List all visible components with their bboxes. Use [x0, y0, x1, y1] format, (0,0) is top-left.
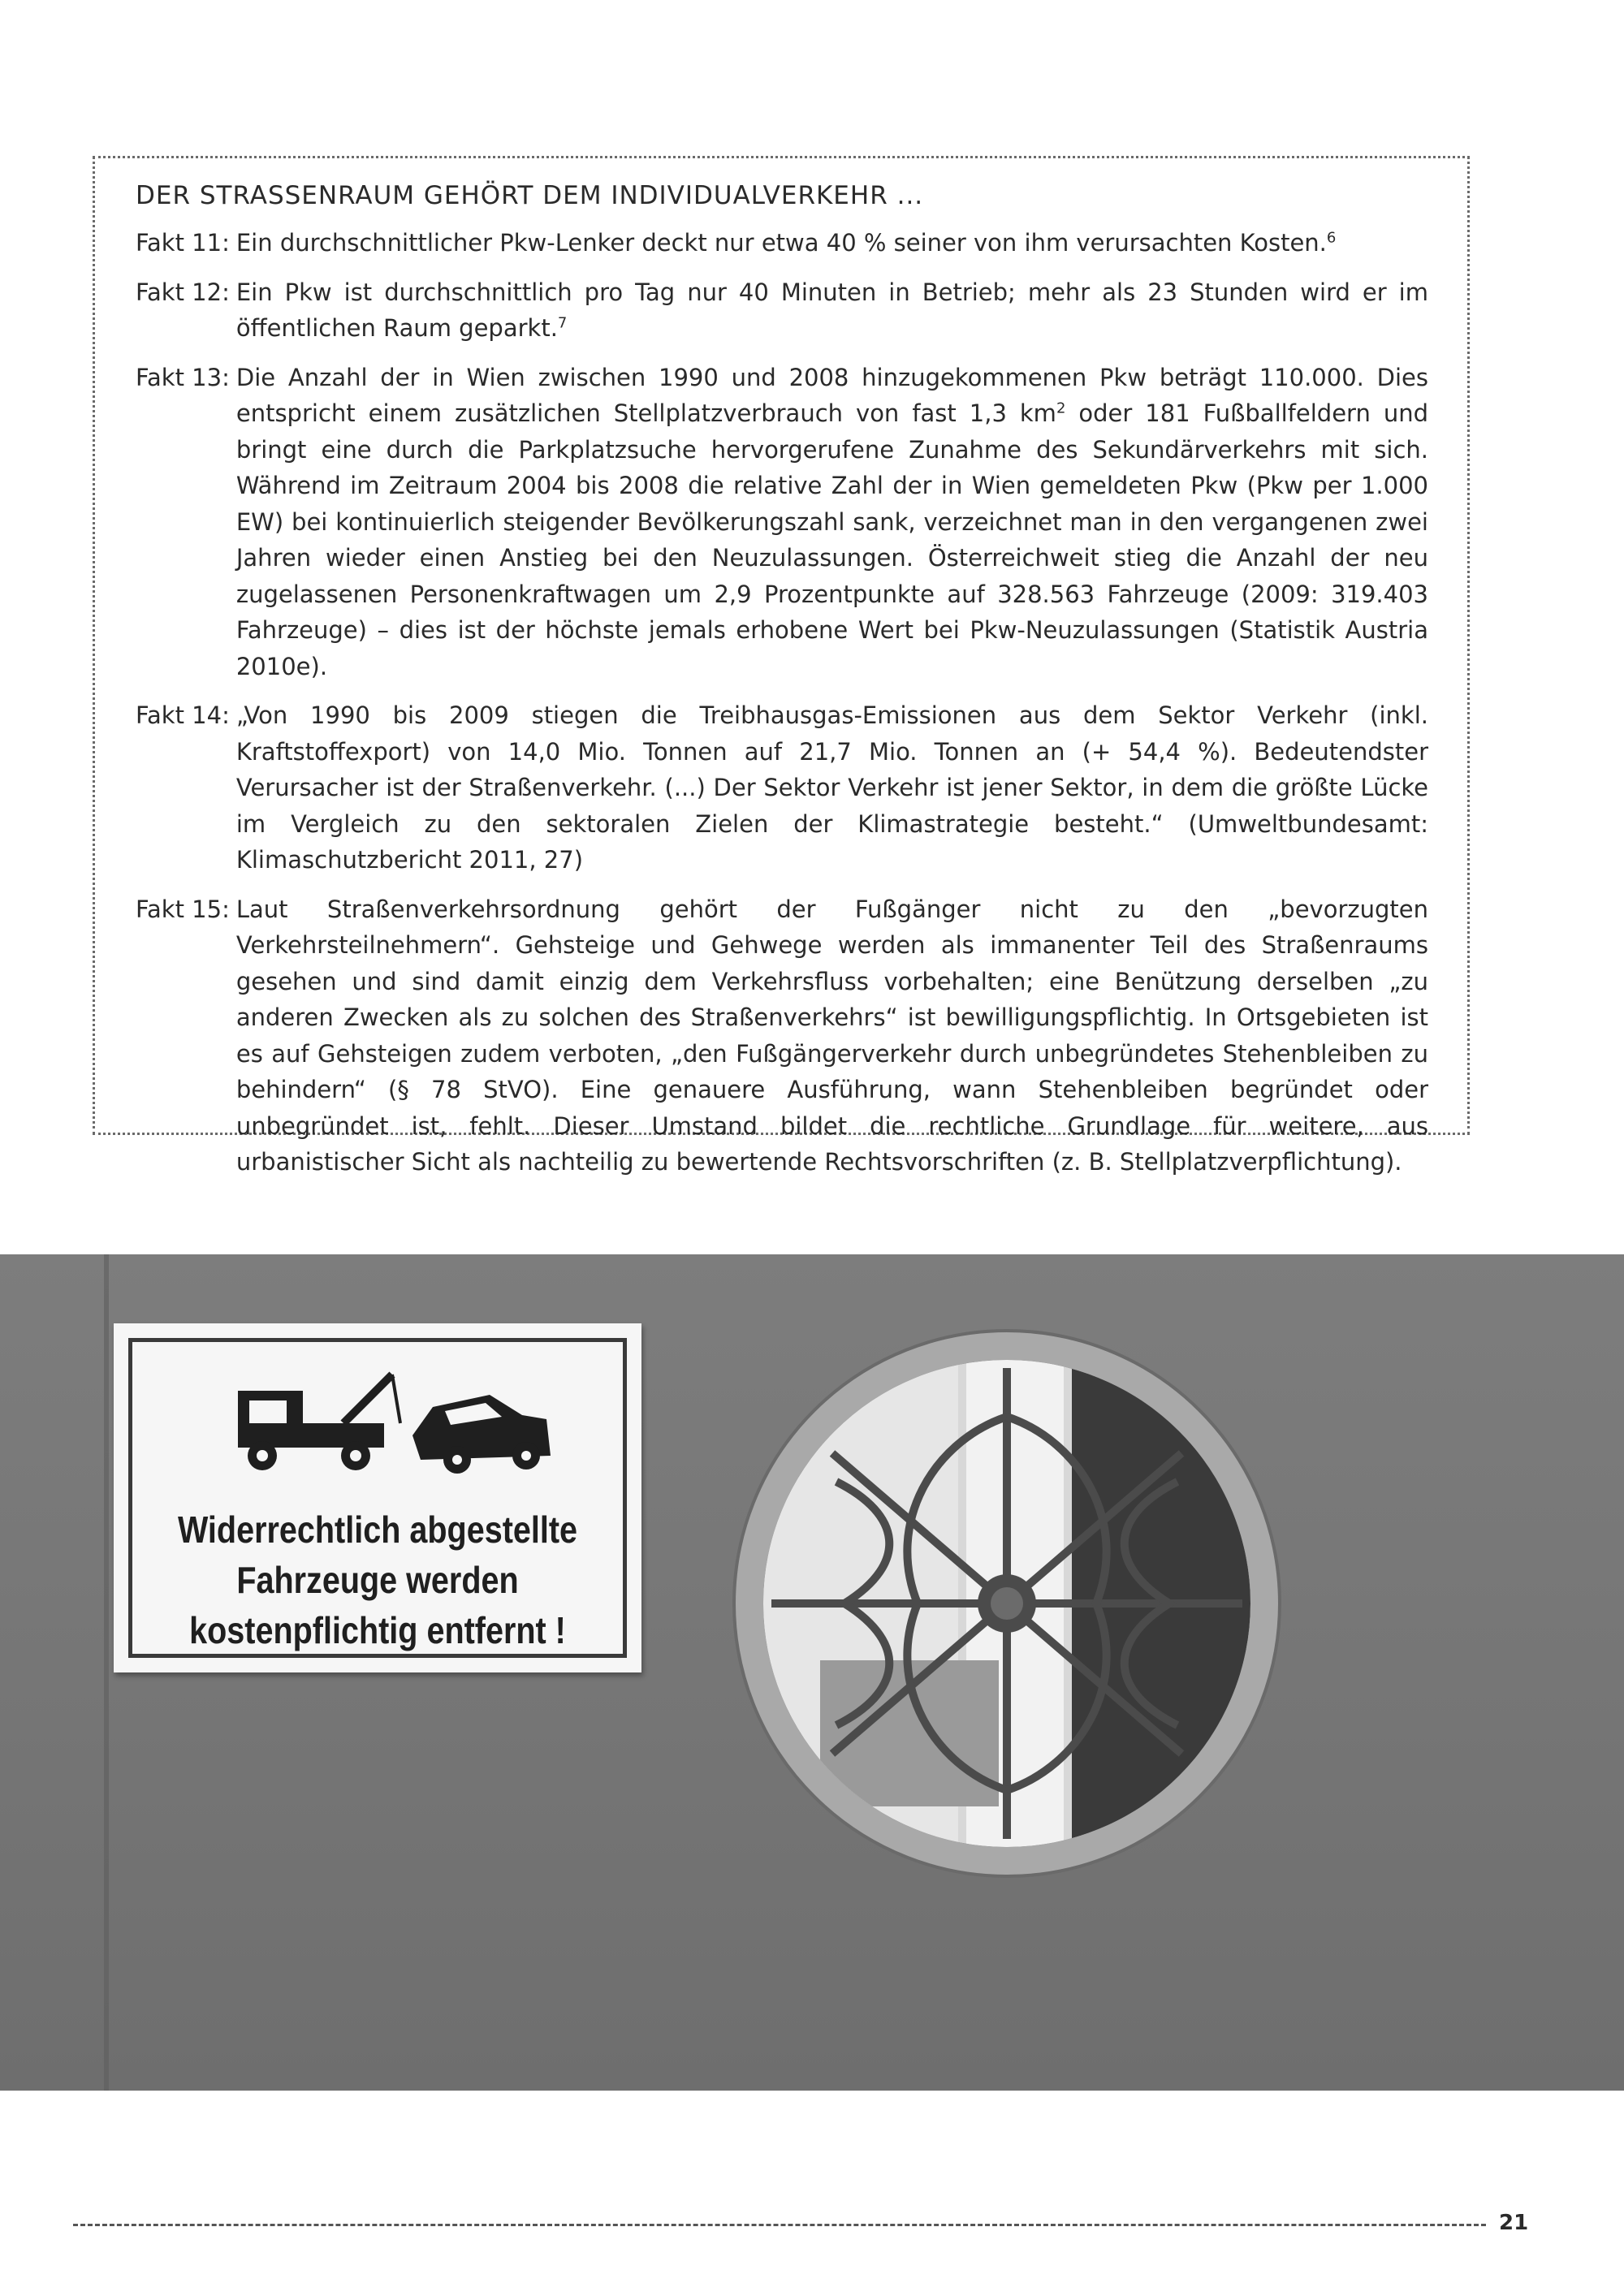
- fact-label: Fakt 13:: [136, 363, 230, 391]
- fact-15: [136, 891, 1428, 1180]
- fact-label: Fakt 15:: [136, 895, 230, 923]
- fact-label: Fakt 11:: [136, 229, 230, 257]
- sign-border: [128, 1338, 627, 1658]
- gate-seam: [104, 1254, 109, 2091]
- sign-line: kostenpflichtig entfernt !: [189, 1609, 566, 1651]
- fact-box-title: DER STRASSENRAUM GEHÖRT DEM INDIVIDUALVERKEHR ...: [136, 181, 924, 210]
- sign-line: Fahrzeuge werden: [236, 1559, 519, 1601]
- fact-14: [136, 697, 1428, 878]
- fact-11: [136, 225, 1428, 261]
- fact-box: [93, 156, 1470, 1176]
- page-number: 21: [1499, 2211, 1529, 2235]
- footnote-ref[interactable]: 6: [1326, 229, 1337, 247]
- fact-text: Ein Pkw ist durchschnittlich pro Tag nur 40 Minuten in Betrieb; mehr als 23 Stunden wird er im öffentlichen Raum geparkt.$^7$: [235, 278, 1428, 342]
- fact-13: [136, 360, 1428, 685]
- porthole-window-icon: [723, 1319, 1291, 1888]
- fact-text: Die Anzahl der in Wien zwischen 1990 und 2008 hinzugekommenen Pkw beträgt 110.000. Dies entspricht einem zusätzlichen Stellplatzverbrauch von fast 1,3 $km^2$ oder 181 Fußballfeldern und bringt eine durch die Parkplatzsuche hervorgerufene Zunahme des Sekundärverkehrs mit sich. Während im Zeitraum 2004 bis 2008 die relative Zahl der in Wien gemeldeten Pkw (Pkw per 1.000 EW) bei kontinuierlich steigender Bevölkerungszahl sank, verzeichnet man in den vergangenen zwei Jahren wieder einen Anstieg bei den Neuzulassungen. Österreichweit stieg die Anzahl der neu zugelassenen Personenkraftwagen um 2,9 Prozentpunkte auf 328.563 Fahrzeuge (2009: 319.403 Fahrzeuge) – dies ist der höchste jemals erhobene Wert bei Pkw-Neuzulassungen (Statistik Austria 2010e).: [235, 363, 1428, 680]
- footnote-ref[interactable]: 7: [557, 314, 568, 332]
- warning-sign: [114, 1323, 641, 1672]
- footer-dashed-rule: [73, 2224, 1486, 2226]
- fact-label: Fakt 14:: [136, 701, 230, 729]
- fact-12: [136, 274, 1428, 347]
- fact-text: „Von 1990 bis 2009 stiegen die Treibhausgas-Emissionen aus dem Sektor Verkehr (inkl. Kraftstoffexport) von 14,0 Mio. Tonnen auf 21,7 Mio. Tonnen an (+ 54,4 %). Bedeutendster Verursacher ist der Straßenverkehr. (...) Der Sektor Verkehr ist jener Sektor, in dem die größte Lücke im Vergleich zu den sektoralen Zielen der Klimastrategie besteht.“ (Umweltbundesamt: Klimaschutzbericht 2011, 27): [235, 701, 1428, 874]
- fact-label: Fakt 12:: [136, 278, 230, 306]
- fact-text: Laut Straßenverkehrsordnung gehört der Fußgänger nicht zu den „bevorzugten Verkehrsteilnehmern“. Gehsteige und Gehwege werden als immanenter Teil des Straßenraums gesehen und sind damit einzig dem Verkehrsfluss vorbehalten; eine Benützung derselben „zu anderen Zwecken als zu solchen des Straßenverkehrs“ ist bewilligungspflichtig. In Ortsgebieten ist es auf Gehsteigen zudem verboten, „den Fußgängerverkehr durch unbegründetes Stehenbleiben zu behindern“ (§ 78 StVO). Eine genauere Ausführung, wann Stehenbleiben begründet oder unbegründet ist, fehlt. Dieser Umstand bildet die rechtliche Grundlage für weitere, aus urbanistischer Sicht als nachteilig zu bewertende Rechtsvorschriften (z. B. Stellplatzverpflichtung).: [235, 895, 1428, 1176]
- sign-line: Widerrechtlich abgestellte: [177, 1508, 578, 1551]
- photo-gate-with-sign: [0, 1254, 1624, 2091]
- sign-text: [166, 1504, 588, 1655]
- fact-text: Ein durchschnittlicher Pkw-Lenker deckt nur etwa 40 % seiner von ihm verursachten Kosten.$^6$: [235, 229, 1337, 257]
- superscript: 2: [1056, 399, 1066, 417]
- tow-truck-icon: [222, 1358, 579, 1480]
